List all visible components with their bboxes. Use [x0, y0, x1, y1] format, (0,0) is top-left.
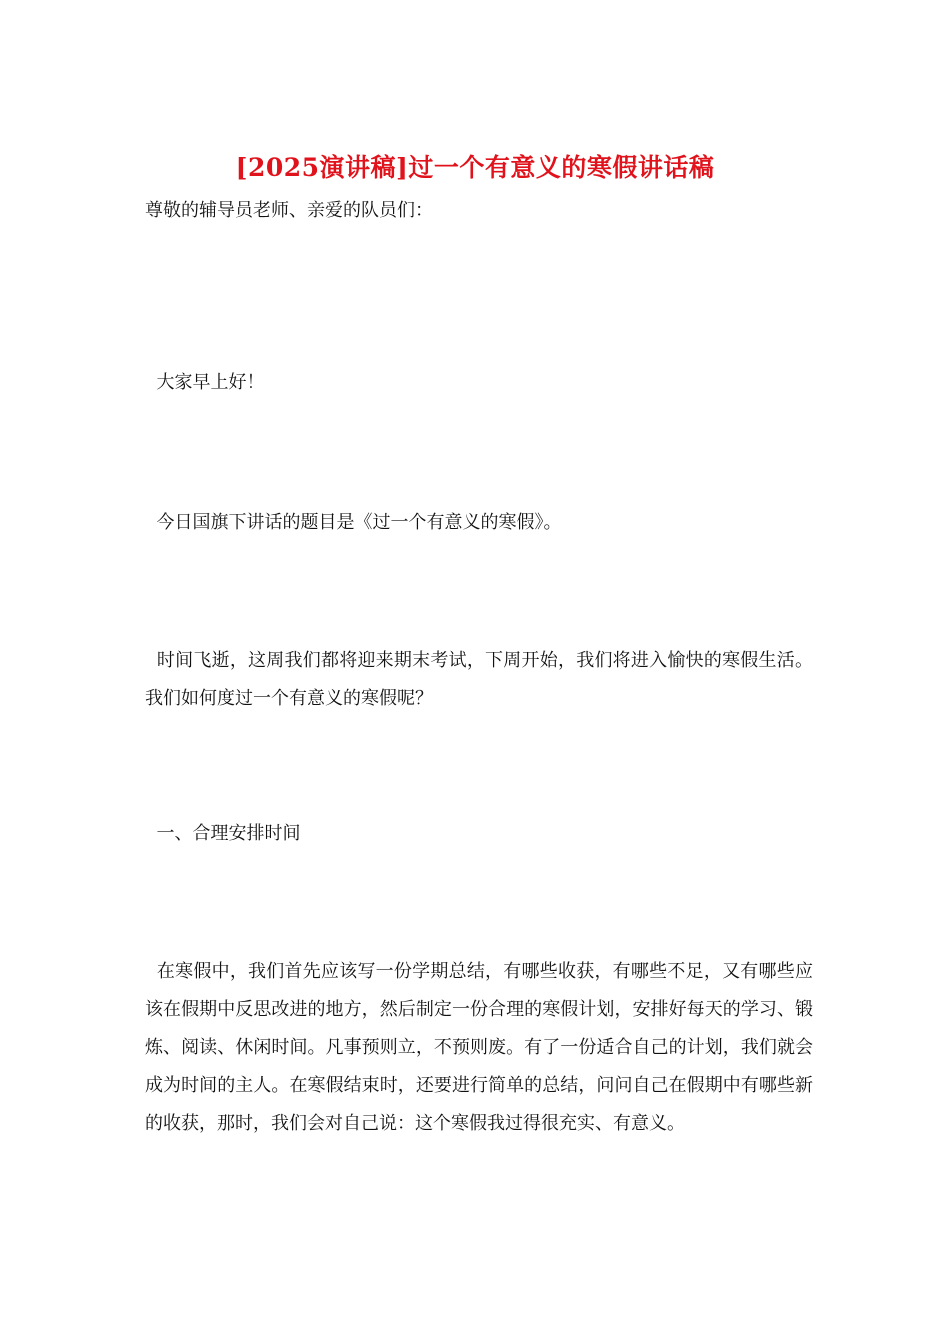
- intro-paragraph: 时间飞逝，这周我们都将迎来期末考试，下周开始，我们将进入愉快的寒假生活。我们如何度过一个有意义的寒假呢？: [145, 650, 813, 709]
- section-body-paragraph: 在寒假中，我们首先应该写一份学期总结，有哪些收获，有哪些不足，又有哪些应该在假期中反思改进的地方，然后制定一份合理的寒假计划，安排好每天的学习、锻炼、阅读、休闲时间。凡事预则立，不预则废。有了一份适合自己的计划，我们就会成为时间的主人。在寒假结束时，还要进行简单的总结，问问自己在假期中有哪些新的收获，那时，我们会对自己说：这个寒假我过得很充实、有意义。: [145, 961, 813, 1134]
- section-heading-paragraph: 一、合理安排时间: [145, 823, 301, 844]
- greeting-paragraph: 大家早上好！: [145, 372, 265, 393]
- salutation-paragraph: 尊敬的辅导员老师、亲爱的队员们：: [145, 200, 433, 221]
- topic-paragraph: 今日国旗下讲话的题目是《过一个有意义的寒假》。: [145, 512, 562, 533]
- document-title: [2025演讲稿]过一个有意义的寒假讲话稿: [235, 153, 715, 182]
